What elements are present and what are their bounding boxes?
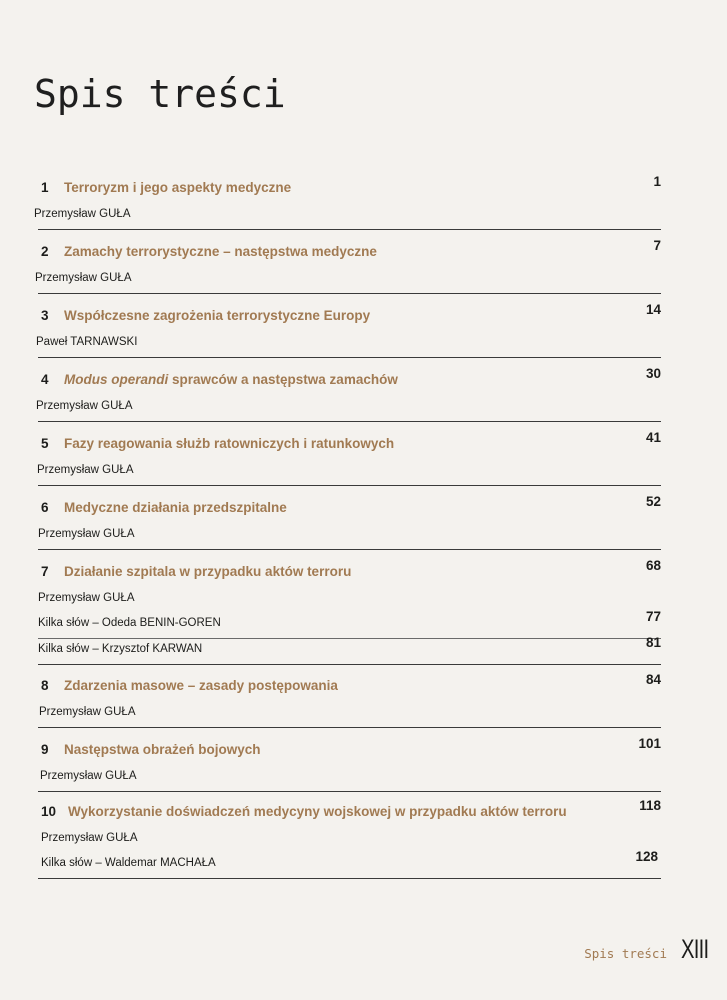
chapter-page: 101 (638, 736, 661, 751)
toc-chapter-6[interactable] (38, 494, 661, 550)
running-footer-title: Spis treści (584, 946, 667, 961)
chapter-number: 8 (41, 678, 49, 693)
chapter-author: Przemysław GUŁA (34, 208, 131, 220)
subentry-author: Kilka słów – Odeda BENIN-GOREN (38, 617, 221, 629)
chapter-number: 5 (41, 436, 49, 451)
page-footer (584, 934, 711, 965)
chapter-author: Przemysław GUŁA (41, 832, 138, 844)
chapter-page: 1 (653, 174, 661, 189)
chapter-number: 10 (41, 804, 57, 819)
toc-chapter-2[interactable] (35, 238, 661, 294)
chapter-number: 1 (41, 180, 49, 195)
chapter-author: Przemysław GUŁA (39, 706, 136, 718)
toc-chapter-7[interactable] (38, 558, 661, 665)
chapter-page: 118 (639, 798, 661, 813)
toc-subentry[interactable] (38, 635, 661, 664)
chapter-page: 30 (645, 366, 661, 381)
chapter-page: 84 (645, 672, 661, 687)
chapter-page: 14 (645, 302, 661, 317)
chapter-author: Przemysław GUŁA (35, 272, 132, 284)
chapter-author: Przemysław GUŁA (38, 592, 135, 604)
toc-chapter-10[interactable] (38, 798, 661, 879)
chapter-page: 52 (645, 494, 661, 509)
toc-chapter-8[interactable] (38, 672, 661, 728)
toc-chapter-9[interactable] (38, 736, 661, 792)
toc-subentry[interactable] (38, 609, 661, 639)
chapter-title[interactable]: Wykorzystanie doświadczeń medycyny wojskowej w przypadku aktów terroru (68, 804, 567, 819)
chapter-number: 7 (41, 564, 49, 579)
subentry-page: 128 (635, 849, 658, 864)
chapter-page: 41 (645, 430, 661, 445)
chapter-author: Paweł TARNAWSKI (36, 336, 138, 348)
toc-chapter-3[interactable] (36, 302, 661, 358)
chapter-author: Przemysław GUŁA (38, 528, 135, 540)
chapter-title-italic: Modus operandi (64, 372, 169, 387)
chapter-title[interactable]: Działanie szpitala w przypadku aktów terroru (64, 564, 352, 579)
subentry-author: Kilka słów – Krzysztof KARWAN (38, 643, 203, 655)
chapter-author: Przemysław GUŁA (36, 400, 133, 412)
chapter-title[interactable]: Współczesne zagrożenia terrorystyczne Europy (64, 308, 371, 323)
chapter-number: 3 (41, 308, 49, 323)
chapter-title[interactable]: Medyczne działania przedszpitalne (64, 500, 287, 515)
chapter-title[interactable]: Terroryzm i jego aspekty medyczne (64, 180, 292, 195)
chapter-number: 9 (41, 742, 49, 757)
chapter-title[interactable]: Zamachy terrorystyczne – następstwa medyczne (64, 244, 377, 259)
chapter-number: 6 (41, 500, 49, 515)
chapter-title[interactable]: Fazy reagowania służb ratowniczych i ratunkowych (64, 436, 395, 451)
toc-subentry[interactable] (41, 849, 661, 878)
chapter-title[interactable] (64, 372, 398, 387)
chapter-page: 68 (645, 558, 661, 573)
subentry-page: 81 (645, 635, 661, 650)
chapter-number: 2 (41, 244, 49, 259)
chapter-page: 7 (653, 238, 661, 253)
chapter-title[interactable]: Zdarzenia masowe – zasady postępowania (64, 678, 338, 693)
page-number: XIII (681, 934, 709, 964)
subentry-page: 77 (645, 609, 661, 624)
toc-chapter-1[interactable] (34, 174, 661, 230)
toc-chapter-5[interactable] (37, 430, 661, 486)
chapter-author: Przemysław GUŁA (40, 770, 137, 782)
chapter-title-rest: sprawców a następstwa zamachów (168, 372, 398, 387)
toc-chapter-4[interactable] (36, 366, 661, 422)
chapter-title[interactable]: Następstwa obrażeń bojowych (64, 742, 261, 757)
subentry-author: Kilka słów – Waldemar MACHAŁA (41, 857, 216, 869)
page-title: Spis treści (34, 72, 286, 116)
chapter-number: 4 (41, 372, 49, 387)
chapter-author: Przemysław GUŁA (37, 464, 134, 476)
